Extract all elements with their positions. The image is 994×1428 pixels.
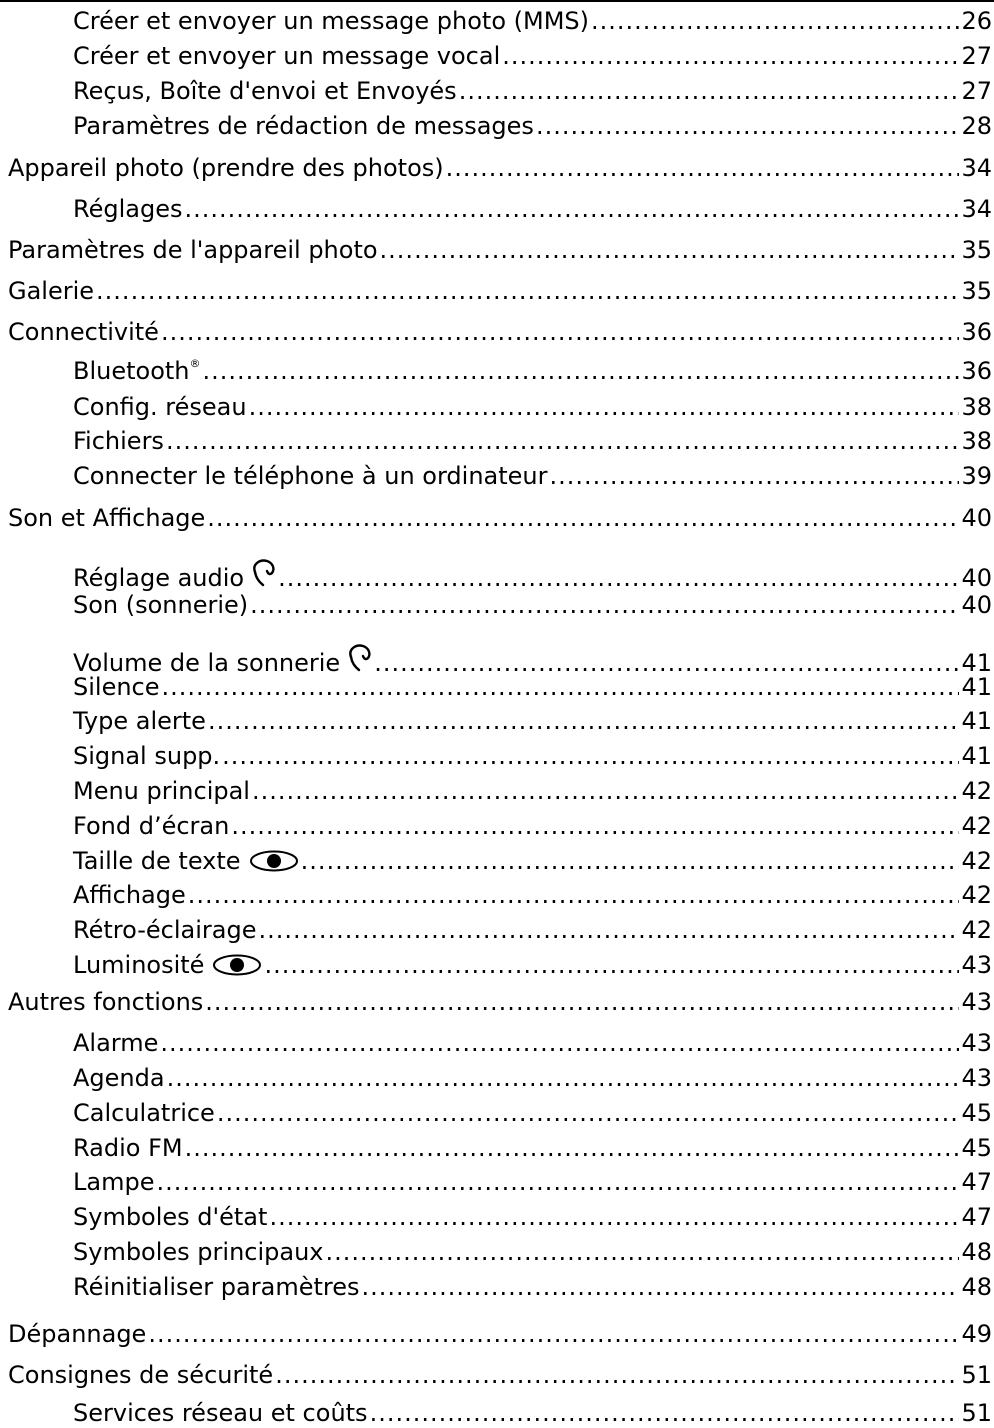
hearing-ear-icon <box>346 643 372 673</box>
dot-leader <box>208 706 960 736</box>
toc-entry-page: 48 <box>961 1273 992 1301</box>
toc-entry-title: Fichiers <box>73 427 164 455</box>
toc-entry-page: 42 <box>961 847 992 875</box>
toc-entry-page: 43 <box>961 1064 992 1092</box>
toc-entry-title: Taille de texte <box>73 846 299 876</box>
toc-entry-camera-settings[interactable] <box>0 194 992 224</box>
toc-entry-title: Services réseau et coûts <box>73 1399 368 1427</box>
dot-leader <box>161 317 960 347</box>
dot-leader <box>459 76 960 106</box>
toc-entry-title: Créer et envoyer un message vocal <box>73 42 501 70</box>
toc-entry-title: Son (sonnerie) <box>73 591 249 619</box>
toc-entry-title: Réinitialiser paramètres <box>73 1273 360 1301</box>
toc-entry-safety[interactable] <box>0 1360 992 1390</box>
dot-leader <box>203 356 960 386</box>
dot-leader <box>250 590 959 620</box>
toc-entry-title: Type alerte <box>73 707 206 735</box>
toc-entry-page: 42 <box>961 916 992 944</box>
toc-entry-page: 41 <box>961 742 992 770</box>
dot-leader <box>207 503 959 533</box>
toc-entry-page: 48 <box>961 1238 992 1266</box>
toc-entry-extra-signal[interactable] <box>0 741 992 771</box>
toc-entry-title: Bluetooth ® <box>73 356 201 391</box>
dot-leader <box>249 392 960 422</box>
toc-entry-message-settings[interactable] <box>0 111 992 141</box>
toc-entry-title: Son et Affichage <box>8 504 206 532</box>
toc-entry-title: Calculatrice <box>73 1099 215 1127</box>
toc-entry-camera-parameters[interactable] <box>0 235 992 265</box>
toc-entry-camera[interactable] <box>0 153 992 183</box>
toc-entry-title: Symboles principaux <box>73 1238 324 1266</box>
toc-entry-page: 45 <box>961 1099 992 1127</box>
toc-entry-title: Fond d’écran <box>73 812 230 840</box>
toc-entry-title: Galerie <box>8 277 95 305</box>
toc-entry-page: 40 <box>961 504 992 532</box>
toc-entry-audio-setting[interactable] <box>0 556 992 593</box>
toc-entry-page: 34 <box>961 195 992 223</box>
toc-entry-title: Dépannage <box>8 1320 147 1348</box>
dot-leader <box>156 1167 959 1197</box>
toc-entry-lamp[interactable] <box>0 1167 992 1197</box>
toc-entry-title: Luminosité <box>73 950 262 980</box>
dot-leader <box>96 276 959 306</box>
dot-leader <box>536 111 960 141</box>
toc-entry-page: 39 <box>961 462 992 490</box>
dot-leader <box>326 1237 960 1267</box>
toc-entry-silence[interactable] <box>0 672 992 702</box>
toc-entry-title: Reçus, Boîte d'envoi et Envoyés <box>73 77 457 105</box>
dot-leader <box>380 235 960 265</box>
toc-entry-calendar[interactable] <box>0 1063 992 1093</box>
dot-leader <box>269 1202 959 1232</box>
toc-entry-network-config[interactable] <box>0 392 992 422</box>
toc-entry-mms[interactable] <box>0 6 992 36</box>
toc-entry-main-menu[interactable] <box>0 776 992 806</box>
toc-entry-title: Réglage audio <box>73 556 276 593</box>
toc-entry-ringtone[interactable] <box>0 590 992 620</box>
toc-entry-page: 26 <box>961 7 992 35</box>
toc-entry-page: 35 <box>961 277 992 305</box>
toc-entry-page: 34 <box>961 154 992 182</box>
dot-leader <box>231 811 959 841</box>
toc-entry-page: 41 <box>961 649 992 677</box>
toc-entry-reset-settings[interactable] <box>0 1272 992 1302</box>
toc-entry-page: 42 <box>961 812 992 840</box>
toc-entry-title: Autres fonctions <box>8 988 204 1016</box>
dot-leader <box>370 1398 960 1428</box>
dot-leader <box>258 915 959 945</box>
toc-entry-wallpaper[interactable] <box>0 811 992 841</box>
toc-entry-page: 41 <box>961 707 992 735</box>
toc-entry-voice-message[interactable] <box>0 41 992 71</box>
toc-entry-title: Signal supp. <box>73 742 221 770</box>
toc-entry-page: 38 <box>961 427 992 455</box>
dot-leader <box>252 776 959 806</box>
dot-leader <box>278 563 959 593</box>
toc-entry-title: Connecter le téléphone à un ordinateur <box>73 462 548 490</box>
dot-leader <box>275 1360 959 1390</box>
toc-entry-main-symbols[interactable] <box>0 1237 992 1267</box>
vision-eye-icon <box>212 954 262 976</box>
toc-entry-title: Lampe <box>73 1168 155 1196</box>
toc-entry-page: 45 <box>961 1134 992 1162</box>
toc-entry-bluetooth[interactable] <box>0 356 992 391</box>
toc-entry-brightness[interactable] <box>0 950 992 980</box>
toc-entry-page: 27 <box>961 42 992 70</box>
toc-entry-page: 35 <box>961 236 992 264</box>
dot-leader <box>222 741 959 771</box>
dot-leader <box>361 1272 959 1302</box>
toc-entry-page: 43 <box>961 988 992 1016</box>
dot-leader <box>217 1098 960 1128</box>
dot-leader <box>188 880 960 910</box>
toc-entry-files[interactable] <box>0 426 992 456</box>
toc-entry-page: 51 <box>961 1399 992 1427</box>
toc-entry-title: Rétro-éclairage <box>73 916 257 944</box>
top-rule <box>0 0 994 2</box>
toc-entry-title: Appareil photo (prendre des photos) <box>8 154 444 182</box>
toc-entry-connect-computer[interactable] <box>0 461 992 491</box>
toc-entry-title: Silence <box>73 673 160 701</box>
toc-entry-page: 43 <box>961 1029 992 1057</box>
toc-entry-page: 28 <box>961 112 992 140</box>
toc-entry-title: Agenda <box>73 1064 165 1092</box>
toc-entry-troubleshooting[interactable] <box>0 1319 992 1349</box>
toc-entry-network-services[interactable] <box>0 1398 992 1428</box>
dot-leader <box>166 426 960 456</box>
toc-entry-page: 40 <box>961 591 992 619</box>
dot-leader <box>148 1319 959 1349</box>
toc-entry-title: Créer et envoyer un message photo (MMS) <box>73 7 590 35</box>
hearing-ear-icon <box>250 558 276 588</box>
dot-leader <box>160 1028 959 1058</box>
toc-entry-text-size[interactable] <box>0 846 992 876</box>
toc-entry-title: Volume de la sonnerie <box>73 641 372 678</box>
toc-entry-title: Paramètres de l'appareil photo <box>8 236 378 264</box>
dot-leader <box>591 6 959 36</box>
toc-entry-page: 36 <box>961 357 992 385</box>
dot-leader <box>301 846 960 876</box>
dot-leader <box>264 950 959 980</box>
toc-entry-backlight[interactable] <box>0 915 992 945</box>
toc-entry-page: 47 <box>961 1203 992 1231</box>
toc-entry-title: Réglages <box>73 195 183 223</box>
toc-entry-alert-type[interactable] <box>0 706 992 736</box>
toc-entry-title: Consignes de sécurité <box>8 1361 274 1389</box>
dot-leader <box>502 41 959 71</box>
toc-entry-page: 38 <box>961 393 992 421</box>
toc-entry-display[interactable] <box>0 880 992 910</box>
toc-entry-title: Connectivité <box>8 318 159 346</box>
toc-entry-gallery[interactable] <box>0 276 992 306</box>
toc-entry-page: 43 <box>961 951 992 979</box>
toc-entry-status-symbols[interactable] <box>0 1202 992 1232</box>
toc-entry-title: Paramètres de rédaction de messages <box>73 112 534 140</box>
registered-trademark-mark: ® <box>189 357 201 370</box>
toc-entry-title: Menu principal <box>73 777 250 805</box>
toc-entry-calculator[interactable] <box>0 1098 992 1128</box>
toc-entry-page: 41 <box>961 673 992 701</box>
dot-leader <box>446 153 960 183</box>
toc-entry-page: 49 <box>961 1320 992 1348</box>
toc-entry-page: 27 <box>961 77 992 105</box>
toc-entry-title: Config. réseau <box>73 393 247 421</box>
toc-entry-connectivity[interactable] <box>0 317 992 347</box>
toc-entry-title: Radio FM <box>73 1134 183 1162</box>
dot-leader <box>205 987 959 1017</box>
toc-entry-page: 51 <box>961 1361 992 1389</box>
toc-entry-other-functions[interactable] <box>0 987 992 1017</box>
toc-entry-fm-radio[interactable] <box>0 1133 992 1163</box>
toc-entry-page: 42 <box>961 881 992 909</box>
vision-eye-icon <box>249 850 299 872</box>
toc-entry-page: 36 <box>961 318 992 346</box>
dot-leader <box>550 461 960 491</box>
toc-entry-page: 42 <box>961 777 992 805</box>
toc-entry-page: 40 <box>961 564 992 592</box>
dot-leader <box>184 194 959 224</box>
toc-entry-sound-display[interactable] <box>0 503 992 533</box>
toc-entry-alarm[interactable] <box>0 1028 992 1058</box>
toc-entry-inbox-outbox[interactable] <box>0 76 992 106</box>
dot-leader <box>162 672 960 702</box>
dot-leader <box>185 1133 960 1163</box>
toc-entry-page: 47 <box>961 1168 992 1196</box>
dot-leader <box>167 1063 960 1093</box>
toc-entry-title: Affichage <box>73 881 186 909</box>
toc-entry-title: Alarme <box>73 1029 159 1057</box>
toc-entry-title: Symboles d'état <box>73 1203 268 1231</box>
